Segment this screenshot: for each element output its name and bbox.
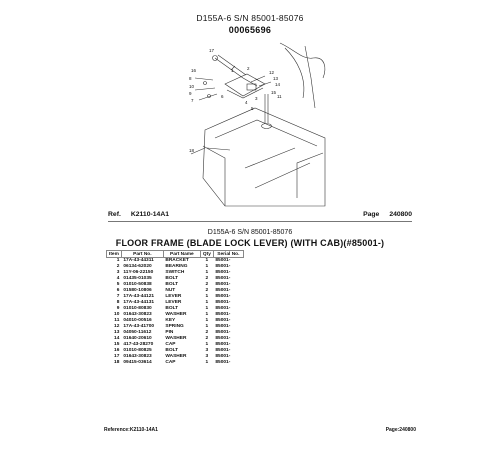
- cell-item: 1: [116, 258, 120, 263]
- page-value: 240800: [389, 211, 412, 218]
- cell-qty: 1: [205, 312, 209, 317]
- cell-part-no: 17A-43-41700: [123, 324, 155, 329]
- cell-part-name: KEY: [165, 318, 176, 323]
- footer-reference: Reference:K2110-14A1: [104, 427, 158, 433]
- cell-serial-no: 85001-: [215, 270, 231, 275]
- footer-page: Page:240800: [385, 427, 416, 433]
- cell-qty: 1: [205, 318, 209, 323]
- cell-part-name: LEVER: [165, 294, 182, 299]
- callout-label: 12: [269, 70, 275, 75]
- callout-label: 7: [191, 98, 194, 103]
- page-label: Page: [363, 211, 380, 218]
- cell-part-name: NUT: [165, 288, 176, 293]
- cell-item: 17: [114, 354, 120, 359]
- cell-serial-no: 85001-: [215, 318, 231, 323]
- col-header-part-no: Part No.: [121, 251, 163, 258]
- cell-serial-no: 85001-: [215, 330, 231, 335]
- cell-part-name: PIN: [165, 330, 174, 335]
- cell-part-name: BOLT: [165, 306, 179, 311]
- callout-label: 17: [209, 48, 215, 53]
- cell-serial-no: 85001-: [215, 258, 231, 263]
- cell-serial-no: 85001-: [215, 276, 231, 281]
- cell-item: 3: [116, 270, 120, 275]
- cell-part-name: SWITCH: [165, 270, 185, 275]
- cell-part-no: 04010-00516: [123, 318, 152, 323]
- callout-label: 4: [245, 100, 248, 105]
- cell-part-name: CAP: [165, 360, 176, 365]
- cell-qty: 1: [205, 306, 209, 311]
- cell-item: 7: [116, 294, 120, 299]
- cell-item: 11: [114, 318, 120, 323]
- col-header-qty: Qty: [200, 251, 213, 258]
- cell-item: 15: [114, 342, 120, 347]
- cell-part-name: BOLT: [165, 348, 179, 353]
- cell-qty: 1: [205, 300, 209, 305]
- cell-part-no: 09415-03614: [123, 360, 152, 365]
- cell-part-no: 01643-30823: [123, 312, 152, 317]
- cell-serial-no: 85001-: [215, 264, 231, 269]
- cell-qty: 3: [205, 348, 209, 353]
- section-title: FLOOR FRAME (BLADE LOCK LEVER) (WITH CAB)(#85001-): [115, 238, 385, 248]
- cell-qty: 1: [205, 258, 209, 263]
- cell-serial-no: 85001-: [215, 288, 231, 293]
- cell-part-no: 17A-43-44131: [123, 300, 155, 305]
- ref-value: K2110-14A1: [130, 211, 170, 218]
- cell-qty: 1: [205, 324, 209, 329]
- cell-part-name: BOLT: [165, 282, 179, 287]
- cell-qty: 2: [205, 282, 209, 287]
- parts-table: [106, 250, 244, 366]
- cell-part-name: BRACKET: [165, 258, 189, 263]
- parts-table-body: [107, 258, 244, 367]
- cell-qty: 2: [205, 330, 209, 335]
- col-header-item: Item: [107, 251, 122, 258]
- cell-qty: 1: [205, 294, 209, 299]
- cell-qty: 2: [205, 288, 209, 293]
- cell-serial-no: 85001-: [215, 342, 231, 347]
- callout-label: 9: [189, 91, 192, 96]
- cell-item: 5: [116, 282, 120, 287]
- cell-part-no: 01435-01035: [123, 276, 152, 281]
- table-header-row: [107, 251, 244, 258]
- cell-part-no: 17A-43-44311: [123, 258, 154, 263]
- cell-serial-no: 85001-: [215, 294, 231, 299]
- cell-item: 4: [116, 276, 120, 281]
- cell-part-name: WASHER: [165, 312, 187, 317]
- cell-serial-no: 85001-: [215, 348, 231, 353]
- header-model: D155A-6 S/N 85001-85076: [196, 13, 304, 23]
- cell-part-no: 417-43-28270: [123, 342, 154, 347]
- cell-item: 14: [114, 336, 120, 341]
- cell-part-no: 01640-20610: [123, 336, 152, 341]
- col-header-serial-no: Serial No.: [213, 251, 243, 258]
- cell-serial-no: 85001-: [215, 300, 231, 305]
- exploded-parts-diagram: [185, 38, 330, 208]
- callout-label: 8: [189, 76, 192, 81]
- cell-item: 13: [114, 330, 120, 335]
- cell-item: 10: [114, 312, 120, 317]
- cell-part-name: CAP: [165, 342, 176, 347]
- cell-part-no: 06134-62020: [123, 264, 152, 269]
- cell-part-name: LEVER: [165, 300, 182, 305]
- cell-item: 9: [116, 306, 120, 311]
- callout-label: 3: [255, 96, 258, 101]
- cell-serial-no: 85001-: [215, 306, 231, 311]
- cell-part-no: 11Y-06-22150: [123, 270, 154, 275]
- cell-item: 2: [116, 264, 120, 269]
- cell-part-name: WASHER: [165, 354, 187, 359]
- cell-part-name: BOLT: [165, 276, 179, 281]
- ref-label: Ref.: [108, 211, 121, 218]
- cell-item: 12: [114, 324, 120, 329]
- callout-label: 2: [247, 66, 250, 71]
- cell-serial-no: 85001-: [215, 360, 231, 365]
- callout-label: 13: [273, 76, 279, 81]
- callout-label: 11: [277, 94, 282, 99]
- cell-part-name: BEARING: [165, 264, 188, 269]
- cell-qty: 1: [205, 342, 209, 347]
- cell-qty: 2: [205, 336, 209, 341]
- cell-serial-no: 85001-: [215, 354, 231, 359]
- callout-label: 6: [221, 94, 224, 99]
- cell-qty: 1: [205, 270, 209, 275]
- cell-serial-no: 85001-: [215, 336, 231, 341]
- cell-serial-no: 85001-: [215, 312, 231, 317]
- callout-label: 16: [191, 68, 197, 73]
- callout-label: 15: [271, 90, 277, 95]
- cell-part-no: 01010-80825: [123, 348, 152, 353]
- cell-item: 6: [116, 288, 120, 293]
- header-page-code: 00065696: [228, 25, 272, 35]
- cell-qty: 2: [205, 276, 209, 281]
- callout-label: 18: [189, 148, 195, 153]
- cell-part-name: SPRING: [165, 324, 184, 329]
- cell-part-no: 01010-50838: [123, 282, 152, 287]
- cell-serial-no: 85001-: [215, 324, 231, 329]
- cell-item: 16: [114, 348, 120, 353]
- cell-part-no: 01643-30823: [123, 354, 152, 359]
- callout-label: 10: [189, 84, 195, 89]
- cell-serial-no: 85001-: [215, 282, 231, 287]
- divider-line: [108, 221, 412, 222]
- callout-label: 5: [251, 106, 254, 111]
- section-model: D155A-6 S/N 85001-85076: [207, 229, 293, 236]
- cell-part-no: 17A-43-44121: [123, 294, 155, 299]
- callout-label: 14: [275, 82, 281, 87]
- cell-part-no: 01580-10806: [123, 288, 152, 293]
- cell-qty: 3: [205, 354, 209, 359]
- callout-label: 1: [231, 68, 234, 73]
- cell-part-no: 04050-11612: [123, 330, 152, 335]
- cell-part-name: WASHER: [165, 336, 187, 341]
- cell-item: 18: [114, 360, 120, 365]
- table-row: [107, 360, 244, 366]
- cell-item: 8: [116, 300, 120, 305]
- cell-qty: 1: [205, 360, 209, 365]
- col-header-part-name: Part Name: [163, 251, 200, 258]
- cell-part-no: 01010-80830: [123, 306, 152, 311]
- cell-qty: 1: [205, 264, 209, 269]
